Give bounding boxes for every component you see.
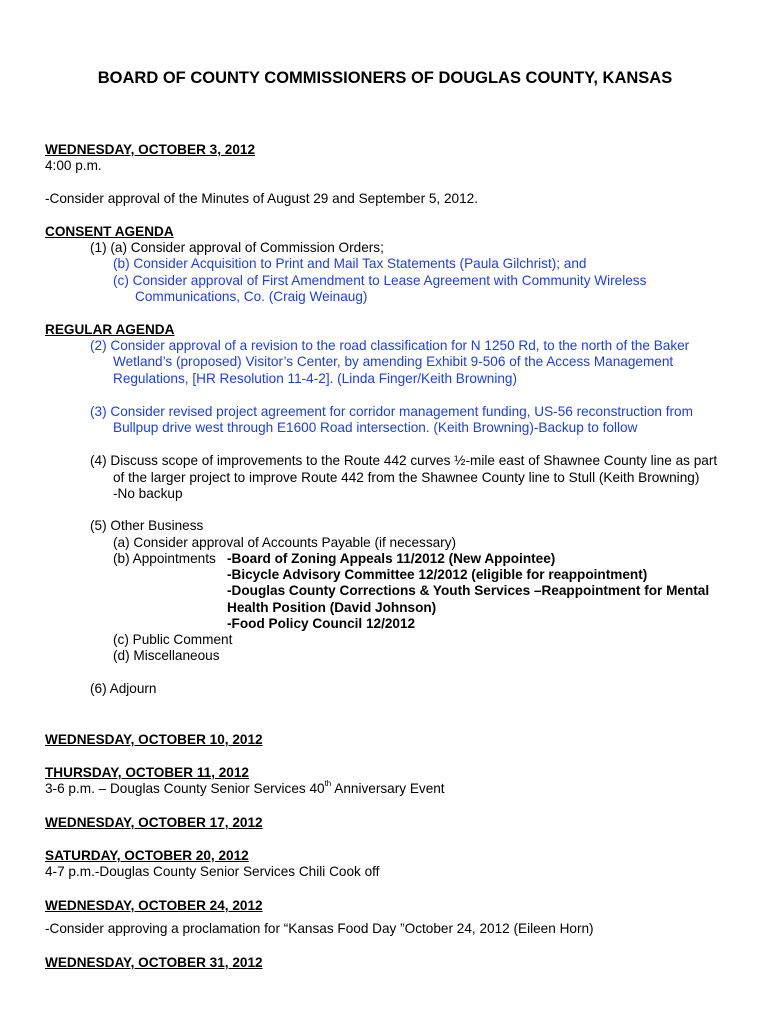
regular-item-4-cont2: -No backup <box>113 486 183 501</box>
regular-item-5c: (c) Public Comment <box>113 632 233 647</box>
oct20-date-heading: SATURDAY, OCTOBER 20, 2012 <box>45 848 249 863</box>
oct11-event-sup: th <box>324 779 332 789</box>
oct11-event <box>45 781 445 797</box>
oct20-event: 4-7 p.m.-Douglas County Senior Services Chili Cook off <box>45 864 380 879</box>
appointment-3-cont: Health Position (David Johnson) <box>227 600 437 615</box>
regular-item-4: (4) Discuss scope of improvements to the Route 442 curves ½-mile east of Shawnee County line as part <box>90 453 718 468</box>
regular-item-3-cont: Bullpup drive west through E1600 Road intersection. (Keith Browning)-Backup to follow <box>113 420 638 435</box>
oct17-date-heading: WEDNESDAY, OCTOBER 17, 2012 <box>45 815 263 830</box>
consent-item-1a: (1) (a) Consider approval of Commission Orders; <box>90 240 384 255</box>
oct24-date-heading: WEDNESDAY, OCTOBER 24, 2012 <box>45 898 263 913</box>
regular-item-5b-label: (b) Appointments <box>113 551 216 566</box>
appointment-1: -Board of Zoning Appeals 11/2012 (New Appointee) <box>227 551 556 566</box>
regular-item-2: (2) Consider approval of a revision to the road classification for N 1250 Rd, to the north of the Baker <box>90 338 690 353</box>
page-title: BOARD OF COUNTY COMMISSIONERS OF DOUGLAS COUNTY, KANSAS <box>97 69 673 87</box>
oct24-item: -Consider approving a proclamation for “Kansas Food Day ”October 24, 2012 (Eileen Horn) <box>45 921 594 936</box>
consent-item-1b: (b) Consider Acquisition to Print and Mail Tax Statements (Paula Gilchrist); and <box>113 256 587 271</box>
regular-item-4-cont1: of the larger project to improve Route 442 from the Shawnee County line to Stull (Keith Browning) <box>113 470 700 485</box>
regular-item-2-cont2: Regulations, [HR Resolution 11-4-2]. (Linda Finger/Keith Browning) <box>113 371 517 386</box>
oct3-date-heading: WEDNESDAY, OCTOBER 3, 2012 <box>45 142 256 157</box>
appointment-3: -Douglas County Corrections & Youth Services –Reappointment for Mental <box>227 583 710 598</box>
minutes-item: -Consider approval of the Minutes of August 29 and September 5, 2012. <box>45 191 479 206</box>
oct31-date-heading: WEDNESDAY, OCTOBER 31, 2012 <box>45 955 263 970</box>
appointment-2: -Bicycle Advisory Committee 12/2012 (eligible for reappointment) <box>227 567 648 582</box>
regular-item-5d: (d) Miscellaneous <box>113 648 220 663</box>
appointment-4: -Food Policy Council 12/2012 <box>227 616 416 631</box>
regular-item-6: (6) Adjourn <box>90 681 157 696</box>
oct11-event-text-end: Anniversary Event <box>331 781 445 796</box>
consent-item-1c: (c) Consider approval of First Amendment to Lease Agreement with Community Wireless <box>113 273 647 288</box>
regular-item-5: (5) Other Business <box>90 518 204 533</box>
oct3-time: 4:00 p.m. <box>45 158 102 173</box>
regular-item-2-cont1: Wetland’s (proposed) Visitor’s Center, by amending Exhibit 9-506 of the Access Management <box>113 354 674 369</box>
consent-agenda-heading: CONSENT AGENDA <box>45 224 174 239</box>
oct10-date-heading: WEDNESDAY, OCTOBER 10, 2012 <box>45 732 263 747</box>
oct11-date-heading: THURSDAY, OCTOBER 11, 2012 <box>45 765 249 780</box>
regular-item-5a: (a) Consider approval of Accounts Payable (if necessary) <box>113 535 457 550</box>
regular-agenda-heading: REGULAR AGENDA <box>45 322 175 337</box>
oct11-event-text: 3-6 p.m. – Douglas County Senior Services 40 <box>45 781 325 796</box>
consent-item-1c-cont: Communications, Co. (Craig Weinaug) <box>135 289 368 304</box>
regular-item-3: (3) Consider revised project agreement for corridor management funding, US-56 reconstruction from <box>90 404 693 419</box>
